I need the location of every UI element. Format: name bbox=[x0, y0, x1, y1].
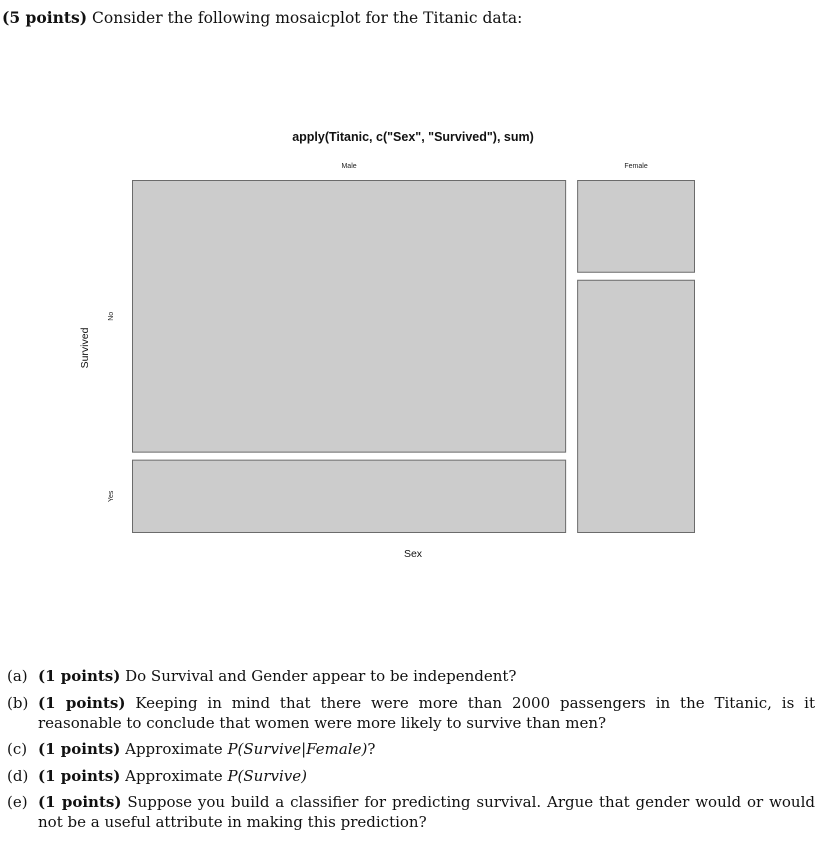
question-b-mark: (b) bbox=[7, 693, 29, 712]
question-c-suffix: ? bbox=[367, 740, 376, 758]
question-e-mark: (e) bbox=[7, 793, 28, 811]
x-tick-labels bbox=[341, 163, 647, 170]
question-c-points: (1 points) bbox=[38, 740, 121, 758]
tile-female-yes bbox=[578, 280, 695, 532]
question-c bbox=[0, 739, 815, 759]
question-c-math: P(Survive|Female) bbox=[227, 740, 368, 758]
question-d-mark: (d) bbox=[7, 766, 29, 785]
mosaic-tiles bbox=[133, 181, 695, 533]
intro-text: Consider the following mosaicplot for the Titanic data: bbox=[92, 9, 523, 27]
y-tick-labels bbox=[108, 312, 115, 502]
y-tick-yes: Yes bbox=[108, 490, 115, 503]
tile-male-no bbox=[133, 181, 566, 453]
question-c-mark: (c) bbox=[7, 740, 28, 758]
question-a-points: (1 points) bbox=[38, 667, 121, 685]
question-c-prefix: Approximate bbox=[125, 740, 228, 758]
y-axis-label: Survived bbox=[79, 327, 91, 369]
question-a-mark: (a) bbox=[7, 667, 28, 685]
tile-male-yes bbox=[133, 460, 566, 532]
question-list bbox=[0, 666, 815, 839]
x-tick-female: Female bbox=[624, 163, 648, 170]
y-tick-no: No bbox=[108, 311, 115, 321]
question-e bbox=[0, 792, 815, 832]
question-a-text: Do Survival and Gender appear to be independent? bbox=[125, 667, 517, 685]
question-b-points: (1 points) bbox=[38, 693, 126, 712]
intro-points: (5 points) bbox=[2, 8, 88, 27]
question-a bbox=[0, 666, 815, 686]
x-tick-male: Male bbox=[341, 163, 357, 170]
question-b-text: Keeping in mind that there were more than 2000 passengers in the Titanic, is it reasonable to conclude that women were more likely to survive than men? bbox=[38, 693, 815, 732]
chart-title: apply(Titanic, c("Sex", "Survived"), sum) bbox=[292, 130, 534, 144]
x-axis-label: Sex bbox=[403, 548, 423, 560]
question-d-math: P(Survive) bbox=[227, 766, 307, 785]
question-e-text: Suppose you build a classifier for predicting survival. Argue that gender would or would not be a useful attribute in making this prediction? bbox=[38, 793, 815, 831]
question-d-prefix: Approximate bbox=[125, 766, 228, 785]
tile-female-no bbox=[578, 181, 695, 273]
question-d-points: (1 points) bbox=[38, 766, 121, 785]
question-b bbox=[0, 693, 815, 733]
question-e-points: (1 points) bbox=[38, 793, 122, 811]
question-d bbox=[0, 766, 815, 786]
